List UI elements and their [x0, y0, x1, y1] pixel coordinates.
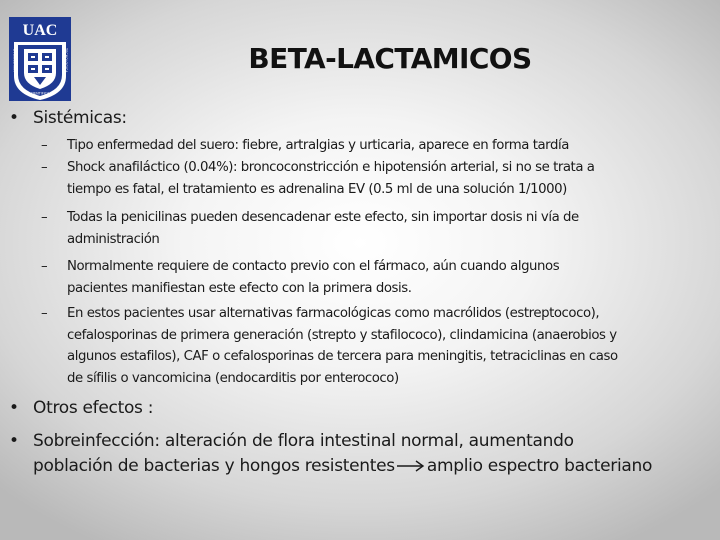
logo-ring-bottom: CIENTIFICA	[30, 91, 50, 96]
sobreinfeccion-text-after-arrow: amplio espectro bacteriano	[426, 456, 653, 476]
right-arrow-icon	[396, 459, 426, 473]
sub-item-line: Tipo enfermedad del suero: fiebre, artralgias y urticaria, aparece en forma tardía	[67, 138, 569, 153]
sub-item-dash: –	[41, 160, 48, 175]
sub-item-suero	[41, 135, 715, 157]
sub-item-line: Shock anafiláctico (0.04%): broncoconstricción e hipotensión arterial, si no se trata a	[67, 160, 595, 175]
bullet-sobreinfeccion	[9, 429, 653, 479]
sub-item-line: Normalmente requiere de contacto previo con el fármaco, aún cuando algunos	[67, 259, 560, 274]
bullet-otros-efectos	[9, 398, 154, 418]
logo-ring-left: UNIVERSIDAD	[13, 48, 17, 72]
sub-item-line: Todas la penicilinas pueden desencadenar este efecto, sin importar dosis ni vía de	[67, 210, 579, 225]
bullet-dot: •	[9, 108, 19, 128]
university-seal-icon	[8, 16, 72, 102]
sobreinfeccion-line-1: Sobreinfección: alteración de flora intestinal normal, aumentando	[33, 431, 574, 451]
bullet-otros-efectos-label: Otros efectos :	[33, 398, 154, 418]
sub-item-dash: –	[41, 259, 48, 274]
sub-item-shock	[41, 157, 715, 200]
bullet-sistemicas-label: Sistémicas:	[33, 108, 127, 128]
sub-item-contacto	[41, 256, 715, 299]
sub-item-penicilinas	[41, 207, 715, 250]
logo-top-text: UAC	[22, 22, 58, 39]
sub-item-alternativas	[41, 303, 715, 389]
sub-item-line: pacientes manifiestan este efecto con la primera dosis.	[67, 280, 412, 296]
sub-item-line: algunos estafilos), CAF o cefalosporinas de tercera para meningitis, tetraciclinas en caso	[67, 349, 618, 364]
bullet-dot: •	[9, 431, 19, 451]
sub-item-line: de sífilis o vancomicina (endocarditis por enterococo)	[67, 370, 399, 386]
sub-item-line: cefalosporinas de primera generación (strepto y stafilococo), clindamicina (anaerobios y	[67, 327, 617, 343]
sub-item-dash: –	[41, 138, 48, 153]
sub-item-dash: –	[41, 210, 48, 225]
sub-item-dash: –	[41, 306, 48, 321]
sub-item-line: En estos pacientes usar alternativas farmacológicas como macrólidos (estreptococo),	[67, 306, 600, 321]
sub-item-line: tiempo es fatal, el tratamiento es adrenalina EV (0.5 ml de una solución 1/1000)	[67, 181, 567, 197]
slide-title: BETA-LACTAMICOS	[248, 42, 532, 75]
bullet-sistemicas	[9, 108, 127, 128]
sobreinfeccion-line-2	[33, 454, 652, 479]
bullet-dot: •	[9, 398, 19, 418]
sub-item-line: administración	[67, 231, 160, 247]
sobreinfeccion-text-before-arrow: población de bacterias y hongos resistentes	[33, 456, 395, 476]
logo-ring-right: TECNOLOGICA	[64, 48, 68, 73]
